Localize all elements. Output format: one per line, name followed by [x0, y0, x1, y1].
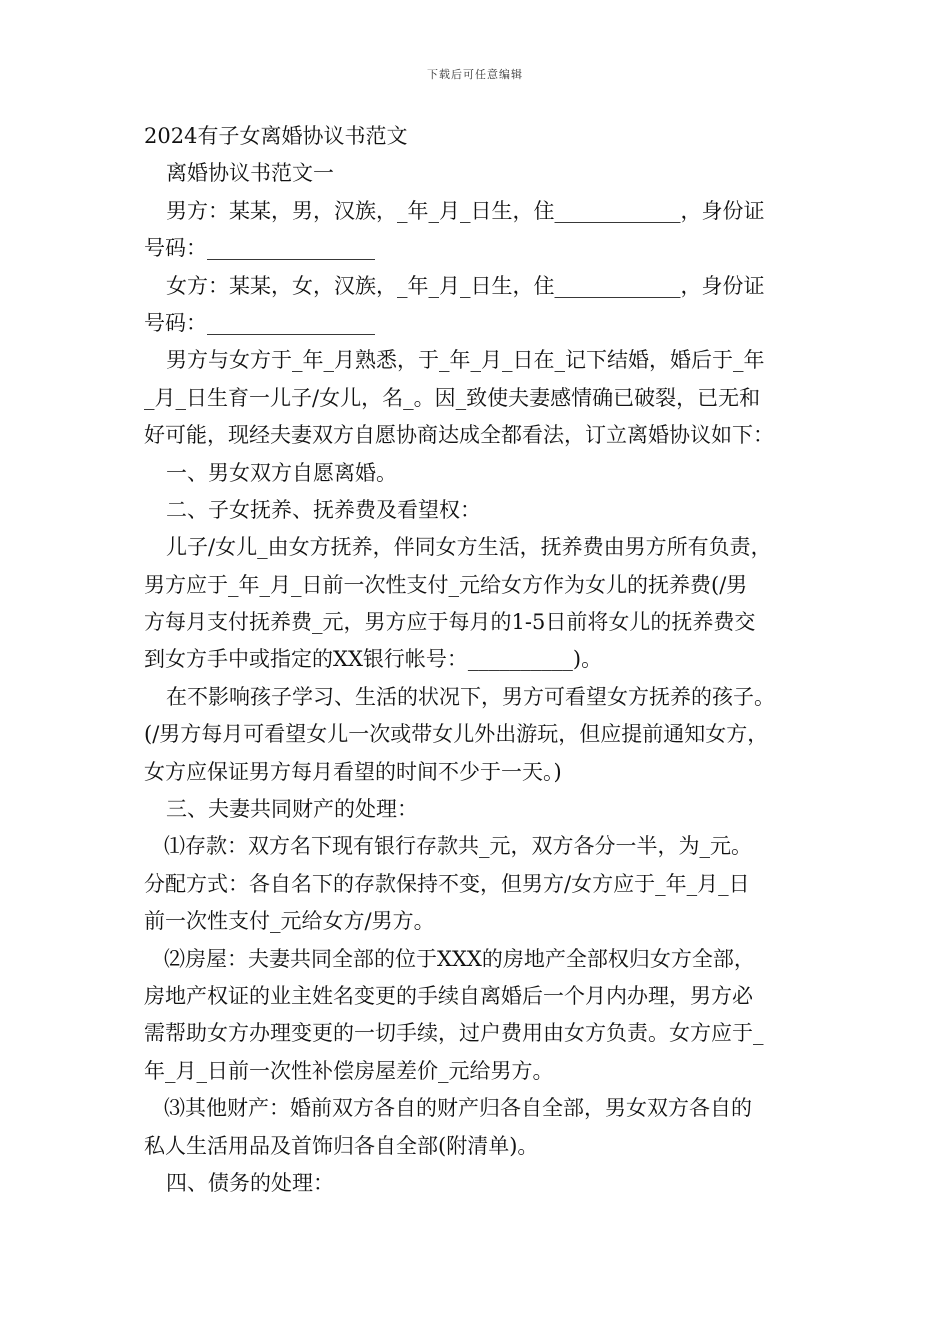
paragraph-line: _月_日生育一儿子/女儿，名_。因_致使夫妻感情确已破裂，已无和	[144, 385, 761, 410]
paragraph-line: 男方与女方于_年_月熟悉，于_年_月_日在_记下结婚，婚后于_年	[166, 348, 765, 373]
paragraph-line: 号码：________________	[144, 310, 375, 335]
paragraph-line: 需帮助女方办理变更的一切手续，过户费用由女方负责。女方应于_	[144, 1021, 764, 1046]
paragraph-line: 儿子/女儿_由女方抚养，伴同女方生活，抚养费由男方所有负责，	[166, 535, 772, 560]
paragraph-line: 男方：某某，男，汉族，_年_月_日生，住____________，身份证	[166, 198, 765, 223]
document-title: 2024有子女离婚协议书范文	[144, 124, 408, 148]
paragraph-line: ⑶其他财产：婚前双方各自的财产归各自全部，男女双方各自的	[164, 1096, 752, 1121]
paragraph-line: 男方应于_年_月_日前一次性支付_元给女方作为女儿的抚养费(/男	[144, 572, 748, 597]
clause-heading: 三、夫妻共同财产的处理：	[166, 797, 418, 822]
paragraph-line: 私人生活用品及首饰归各自全部(附清单)。	[144, 1133, 539, 1158]
paragraph-line: 分配方式：各自名下的存款保持不变，但男方/女方应于_年_月_日	[144, 871, 750, 896]
paragraph-line: ⑴存款：双方名下现有银行存款共_元，双方各分一半，为_元。	[164, 834, 752, 859]
paragraph-line: 女方应保证男方每月看望的时间不少于一天。)	[144, 759, 562, 784]
section-title: 离婚协议书范文一	[166, 161, 334, 186]
clause-heading: 四、债务的处理：	[166, 1170, 334, 1195]
paragraph-line: 方每月支付抚养费_元，男方应于每月的1-5日前将女儿的抚养费交	[144, 610, 756, 635]
clause-heading: 二、子女抚养、抚养费及看望权：	[166, 497, 481, 522]
page-header: 下载后可任意编辑	[427, 68, 523, 81]
paragraph-line: 年_月_日前一次性补偿房屋差价_元给男方。	[144, 1058, 554, 1083]
clause-heading: 一、男女双方自愿离婚。	[166, 460, 397, 485]
paragraph-line: (/男方每月可看望女儿一次或带女儿外出游玩，但应提前通知女方，	[144, 722, 769, 747]
document-body	[144, 118, 806, 1202]
paragraph-line: 到女方手中或指定的XX银行帐号：__________)。	[144, 647, 603, 672]
paragraph-line: 号码：________________	[144, 236, 375, 261]
paragraph-line: 女方：某某，女，汉族，_年_月_日生，住____________，身份证	[166, 273, 765, 298]
paragraph-line: 前一次性支付_元给女方/男方。	[144, 909, 435, 934]
paragraph-line: 在不影响孩子学习、生活的状况下，男方可看望女方抚养的孩子。	[166, 684, 775, 709]
paragraph-line: 好可能，现经夫妻双方自愿协商达成全都看法，订立离婚协议如下：	[144, 423, 774, 448]
paragraph-line: 房地产权证的业主姓名变更的手续自离婚后一个月内办理，男方必	[144, 983, 753, 1008]
paragraph-line: ⑵房屋：夫妻共同全部的位于XXX的房地产全部权归女方全部，	[164, 946, 755, 971]
